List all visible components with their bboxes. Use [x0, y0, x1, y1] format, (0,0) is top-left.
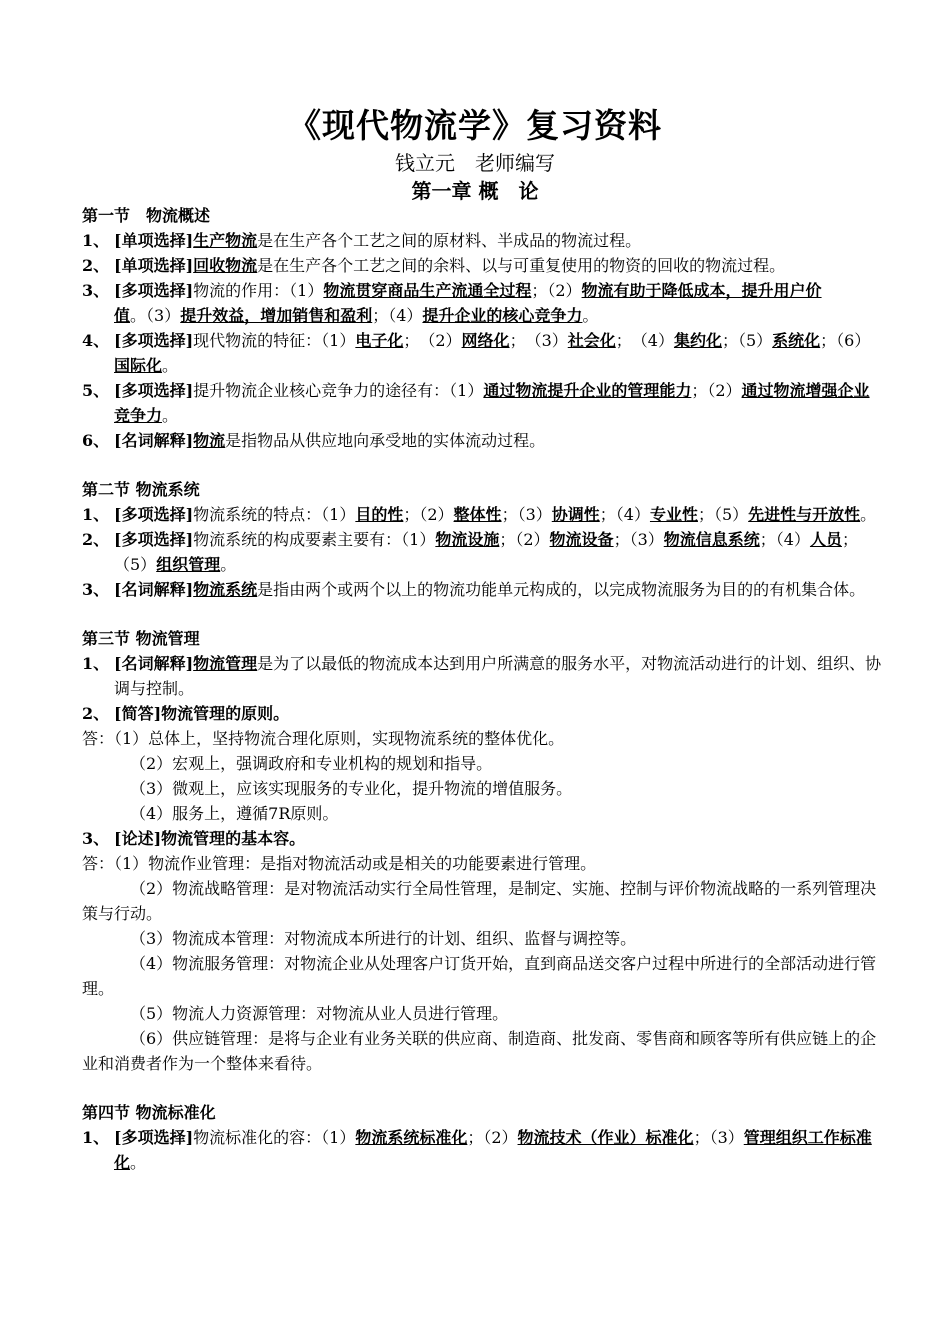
list-item: 4、 [多项选择]现代物流的特征：（1）电子化； （2）网络化； （3）社会化； （4）集约化；（5）系统化；（6）国际化。	[82, 331, 871, 375]
answer-line: （6）供应链管理：是将与企业有业务关联的供应商、制造商、批发商、零售商和顾客等所有供应链上的企业和消费者作为一个整体来看待。	[82, 1029, 877, 1073]
answer-line: （3）微观上，应该实现服务的专业化，提升物流的增值服务。	[130, 779, 573, 798]
list-item: 2、 [多项选择]物流系统的构成要素主要有：（1）物流设施；（2）物流设备；（3）物流信息系统；（4）人员；（5）组织管理。	[82, 530, 858, 574]
section-heading: 第一节 物流概述	[82, 206, 211, 225]
list-item: 5、 [多项选择]提升物流企业核心竞争力的途径有：（1）通过物流提升企业的管理能力；（2）通过物流增强企业竞争力。	[82, 381, 870, 425]
answer-line: （2）物流战略管理：是对物流活动实行全局性管理，是制定、实施、控制与评价物流战略的一系列管理决策与行动。	[82, 879, 877, 923]
chapter-heading: 第一章 概 论	[411, 179, 539, 203]
list-item: 3、 [名词解释]物流系统是指由两个或两个以上的物流功能单元构成的，以完成物流服务为目的的有机集合体。	[82, 580, 866, 599]
list-item: 3、 [多项选择]物流的作用：（1）物流贯穿商品生产流通全过程；（2）物流有助于降低成本，提升用户价值。（3）提升效益，增加销售和盈利；（4）提升企业的核心竞争力。	[82, 281, 822, 325]
list-item: 2、 [单项选择]回收物流是在生产各个工艺之间的余料、以与可重复使用的物资的回收的物流过程。	[82, 256, 786, 275]
list-item: 1、 [名词解释]物流管理是为了以最低的物流成本达到用户所满意的服务水平，对物流活动进行的计划、组织、协调与控制。	[82, 654, 882, 698]
list-item: 1、 [多项选择]物流标准化的容：（1）物流系统标准化；（2）物流技术（作业）标准化；（3）管理组织工作标准化。	[82, 1128, 872, 1172]
question-item: 2、 [简答]物流管理的原则。	[82, 704, 290, 723]
question-item: 3、 [论述]物流管理的基本容。	[82, 829, 306, 848]
document-body	[82, 203, 882, 1175]
answer-line: 答：（1）总体上，坚持物流合理化原则，实现物流系统的整体优化。	[82, 729, 565, 748]
answer-line: （3）物流成本管理：对物流成本所进行的计划、组织、监督与调控等。	[130, 929, 637, 948]
section-heading: 第三节 物流管理	[82, 629, 200, 648]
section-heading: 第二节 物流系统	[82, 480, 200, 499]
answer-line: （2）宏观上，强调政府和专业机构的规划和指导。	[130, 754, 493, 773]
author-line: 钱立元 老师编写	[395, 151, 555, 175]
answer-line: 答：（1）物流作业管理：是指对物流活动或是相关的功能要素进行管理。	[82, 854, 597, 873]
answer-line: （4）物流服务管理：对物流企业从处理客户订货开始，直到商品送交客户过程中所进行的全部活动进行管理。	[82, 954, 877, 998]
list-item: 6、 [名词解释]物流是指物品从供应地向承受地的实体流动过程。	[82, 431, 546, 450]
answer-line: （5）物流人力资源管理：对物流从业人员进行管理。	[130, 1004, 509, 1023]
document-title: 《现代物流学》复习资料	[288, 106, 662, 145]
list-item: 1、 [多项选择]物流系统的特点：（1）目的性；（2）整体性；（3）协调性；（4）专业性；（5）先进性与开放性。	[82, 505, 877, 524]
list-item: 1、 [单项选择]生产物流是在生产各个工艺之间的原材料、半成品的物流过程。	[82, 231, 642, 250]
answer-line: （4）服务上，遵循7R原则。	[130, 804, 339, 823]
section-heading: 第四节 物流标准化	[82, 1103, 216, 1122]
